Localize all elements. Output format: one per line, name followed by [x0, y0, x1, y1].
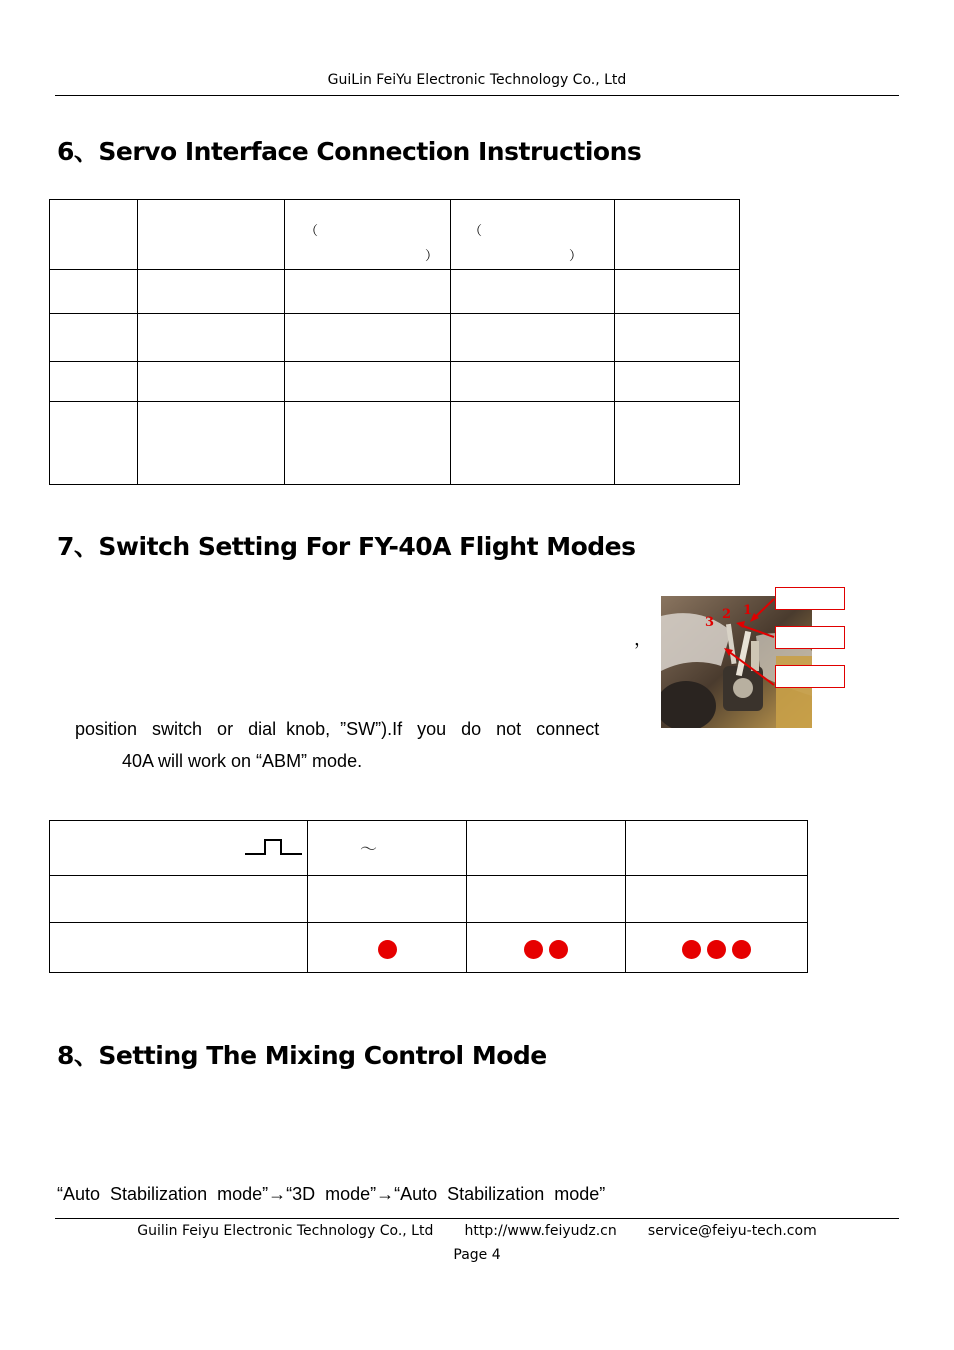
table-cell	[615, 314, 740, 362]
paren-open: （	[305, 224, 319, 239]
pwm-pulse-icon	[245, 837, 303, 857]
page-number: Page 4	[453, 1247, 501, 1263]
table-cell	[50, 362, 138, 402]
table-cell	[138, 362, 285, 402]
table-row	[50, 923, 808, 973]
table-row	[50, 314, 740, 362]
table-cell	[138, 402, 285, 485]
footer-divider	[55, 1218, 899, 1219]
led-dot	[682, 940, 701, 959]
callout-box	[775, 626, 845, 649]
position-label: 1	[743, 603, 753, 618]
table-cell	[50, 270, 138, 314]
section-7-paragraph-line: position switch or dial knob, ”SW”).If you do not connect	[75, 719, 600, 739]
table-cell	[50, 923, 308, 973]
led-dot	[378, 940, 397, 959]
table-row	[50, 402, 740, 485]
table-row	[50, 270, 740, 314]
led-indicator	[467, 940, 625, 959]
header-divider	[55, 95, 899, 96]
section-7-title: 7、Switch Setting For FY-40A Flight Modes	[57, 532, 636, 561]
table-cell	[285, 314, 451, 362]
paren-close: ）	[425, 249, 439, 264]
table-cell	[467, 821, 626, 876]
led-dot	[524, 940, 543, 959]
table-row	[50, 200, 740, 270]
table-cell	[467, 923, 626, 973]
table-cell	[451, 314, 615, 362]
paren-open: （	[469, 224, 483, 239]
table-cell	[451, 200, 615, 270]
table-cell	[138, 200, 285, 270]
table-cell	[50, 821, 308, 876]
fullwidth-comma: ，	[634, 629, 652, 649]
led-indicator	[308, 940, 466, 959]
paren-close: ）	[569, 249, 583, 264]
tilde-symbol: ～	[360, 840, 377, 860]
table-cell	[50, 314, 138, 362]
table-cell	[285, 362, 451, 402]
table-cell	[451, 362, 615, 402]
table-cell	[626, 821, 808, 876]
section-6-title: 6、Servo Interface Connection Instructions	[57, 137, 642, 166]
table-cell	[138, 314, 285, 362]
callout-box	[775, 587, 845, 610]
table-cell	[285, 200, 451, 270]
table-cell	[615, 270, 740, 314]
led-dot	[707, 940, 726, 959]
flight-mode-table	[49, 820, 808, 973]
table-cell	[451, 402, 615, 485]
position-label: 3	[705, 615, 715, 630]
section-8-paragraph-line: “Auto Stabilization mode”→“3D mode”→“Auto Stabilization mode”	[57, 1184, 606, 1204]
table-cell	[308, 821, 467, 876]
table-row	[50, 821, 808, 876]
table-cell	[308, 923, 467, 973]
led-dot	[549, 940, 568, 959]
header-company: GuiLin FeiYu Electronic Technology Co., Ltd	[327, 72, 627, 88]
table-cell	[467, 876, 626, 923]
led-indicator	[626, 940, 807, 959]
section-7-paragraph-line: 40A will work on “ABM” mode.	[122, 751, 363, 771]
footer-contact: Guilin Feiyu Electronic Technology Co., Ltd http://www.feiyudz.cn service@feiyu-tech.com	[137, 1223, 817, 1239]
table-cell	[626, 923, 808, 973]
table-cell	[285, 270, 451, 314]
table-row	[50, 362, 740, 402]
section-8-title: 8、Setting The Mixing Control Mode	[57, 1041, 547, 1070]
callout-box	[775, 665, 845, 688]
table-cell	[615, 200, 740, 270]
servo-table	[49, 199, 740, 485]
table-cell	[615, 402, 740, 485]
table-cell	[50, 402, 138, 485]
table-cell	[615, 362, 740, 402]
table-cell	[451, 270, 615, 314]
table-row	[50, 876, 808, 923]
table-cell	[50, 200, 138, 270]
table-cell	[626, 876, 808, 923]
position-label: 2	[722, 607, 732, 622]
led-dot	[732, 940, 751, 959]
table-cell	[308, 876, 467, 923]
table-cell	[138, 270, 285, 314]
table-cell	[285, 402, 451, 485]
table-cell	[50, 876, 308, 923]
